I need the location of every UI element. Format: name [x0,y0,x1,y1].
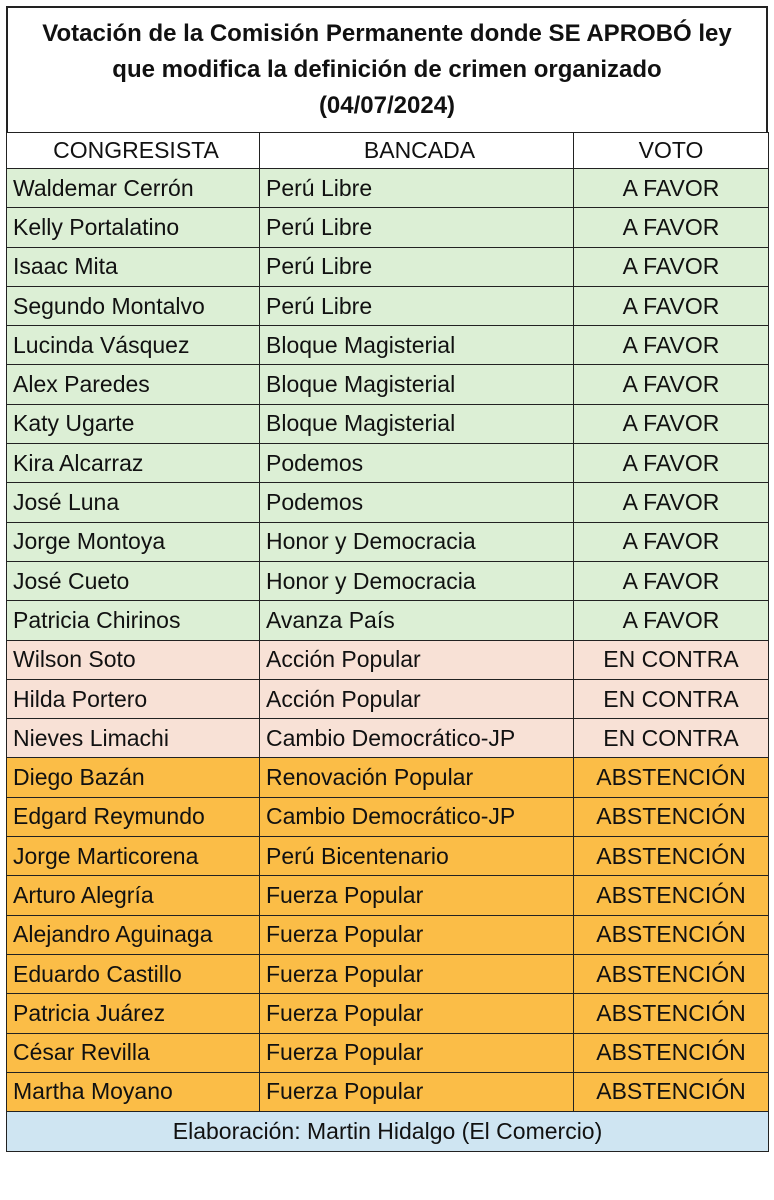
cell-bancada[interactable]: Honor y Democracia [260,561,574,600]
table-row [7,404,769,443]
cell-bancada[interactable]: Avanza País [260,601,574,640]
cell-congresista[interactable]: Arturo Alegría [7,876,260,915]
cell-congresista[interactable]: Jorge Montoya [7,522,260,561]
cell-congresista[interactable]: Katy Ugarte [7,404,260,443]
footer-row [7,1112,769,1152]
cell-bancada[interactable]: Cambio Democrático-JP [260,797,574,836]
table-row [7,719,769,758]
cell-congresista[interactable]: Patricia Juárez [7,994,260,1033]
cell-voto[interactable]: A FAVOR [574,561,769,600]
table-row [7,954,769,993]
cell-voto[interactable]: A FAVOR [574,483,769,522]
cell-congresista[interactable]: César Revilla [7,1033,260,1072]
cell-voto[interactable]: A FAVOR [574,247,769,286]
cell-congresista[interactable]: José Cueto [7,561,260,600]
table-row [7,326,769,365]
cell-voto[interactable]: ABSTENCIÓN [574,1033,769,1072]
cell-bancada[interactable]: Bloque Magisterial [260,404,574,443]
title-line-3: (04/07/2024) [318,92,456,119]
header-congresista[interactable]: CONGRESISTA [7,133,260,169]
cell-bancada[interactable]: Fuerza Popular [260,954,574,993]
cell-congresista[interactable]: Nieves Limachi [7,719,260,758]
cell-congresista[interactable]: Jorge Marticorena [7,837,260,876]
cell-congresista[interactable]: Alex Paredes [7,365,260,404]
table-row [7,876,769,915]
cell-bancada[interactable]: Fuerza Popular [260,994,574,1033]
cell-voto[interactable]: A FAVOR [574,365,769,404]
table-row [7,247,769,286]
cell-bancada[interactable]: Perú Bicentenario [260,837,574,876]
cell-congresista[interactable]: Eduardo Castillo [7,954,260,993]
title-line-2: que modifica la definición de crimen organizado [112,56,662,83]
cell-voto[interactable]: A FAVOR [574,286,769,325]
vote-rows [7,169,769,1112]
table-row [7,444,769,483]
cell-congresista[interactable]: Wilson Soto [7,640,260,679]
cell-voto[interactable]: A FAVOR [574,169,769,208]
cell-voto[interactable]: ABSTENCIÓN [574,876,769,915]
credit-footer[interactable]: Elaboración: Martin Hidalgo (El Comercio) [7,1112,769,1152]
table-row [7,208,769,247]
cell-voto[interactable]: A FAVOR [574,444,769,483]
table-row [7,483,769,522]
table-row [7,169,769,208]
cell-voto[interactable]: EN CONTRA [574,679,769,718]
cell-bancada[interactable]: Fuerza Popular [260,876,574,915]
cell-bancada[interactable]: Acción Popular [260,679,574,718]
cell-congresista[interactable]: Isaac Mita [7,247,260,286]
cell-bancada[interactable]: Podemos [260,444,574,483]
cell-congresista[interactable]: Diego Bazán [7,758,260,797]
table-row [7,1033,769,1072]
sheet-title [6,6,768,132]
header-voto[interactable]: VOTO [574,133,769,169]
title-line-1: Votación de la Comisión Permanente donde SE APROBÓ ley [42,20,732,47]
cell-bancada[interactable]: Honor y Democracia [260,522,574,561]
cell-bancada[interactable]: Renovación Popular [260,758,574,797]
cell-congresista[interactable]: Martha Moyano [7,1072,260,1111]
cell-voto[interactable]: A FAVOR [574,522,769,561]
cell-congresista[interactable]: Patricia Chirinos [7,601,260,640]
cell-bancada[interactable]: Fuerza Popular [260,1033,574,1072]
header-row [7,133,769,169]
cell-voto[interactable]: ABSTENCIÓN [574,1072,769,1111]
cell-congresista[interactable]: Segundo Montalvo [7,286,260,325]
cell-voto[interactable]: A FAVOR [574,208,769,247]
cell-voto[interactable]: EN CONTRA [574,640,769,679]
cell-bancada[interactable]: Bloque Magisterial [260,365,574,404]
cell-voto[interactable]: ABSTENCIÓN [574,837,769,876]
cell-voto[interactable]: A FAVOR [574,601,769,640]
vote-sheet [6,6,768,1152]
table-row [7,286,769,325]
cell-bancada[interactable]: Perú Libre [260,286,574,325]
cell-bancada[interactable]: Perú Libre [260,208,574,247]
table-row [7,601,769,640]
cell-voto[interactable]: ABSTENCIÓN [574,758,769,797]
cell-bancada[interactable]: Fuerza Popular [260,1072,574,1111]
cell-bancada[interactable]: Bloque Magisterial [260,326,574,365]
cell-voto[interactable]: ABSTENCIÓN [574,994,769,1033]
cell-congresista[interactable]: Kira Alcarraz [7,444,260,483]
table-row [7,797,769,836]
cell-congresista[interactable]: José Luna [7,483,260,522]
cell-bancada[interactable]: Fuerza Popular [260,915,574,954]
cell-voto[interactable]: ABSTENCIÓN [574,915,769,954]
table-row [7,994,769,1033]
cell-congresista[interactable]: Waldemar Cerrón [7,169,260,208]
table-row [7,365,769,404]
cell-congresista[interactable]: Alejandro Aguinaga [7,915,260,954]
table-row [7,640,769,679]
cell-bancada[interactable]: Podemos [260,483,574,522]
cell-congresista[interactable]: Edgard Reymundo [7,797,260,836]
table-row [7,522,769,561]
header-bancada[interactable]: BANCADA [260,133,574,169]
cell-voto[interactable]: A FAVOR [574,326,769,365]
cell-bancada[interactable]: Perú Libre [260,247,574,286]
table-row [7,561,769,600]
cell-voto[interactable]: ABSTENCIÓN [574,954,769,993]
table-row [7,758,769,797]
cell-congresista[interactable]: Kelly Portalatino [7,208,260,247]
cell-bancada[interactable]: Acción Popular [260,640,574,679]
cell-voto[interactable]: ABSTENCIÓN [574,797,769,836]
cell-voto[interactable]: A FAVOR [574,404,769,443]
table-row [7,915,769,954]
table-row [7,679,769,718]
cell-bancada[interactable]: Perú Libre [260,169,574,208]
cell-congresista[interactable]: Hilda Portero [7,679,260,718]
cell-bancada[interactable]: Cambio Democrático-JP [260,719,574,758]
vote-table [6,132,769,1152]
table-row [7,1072,769,1111]
cell-voto[interactable]: EN CONTRA [574,719,769,758]
cell-congresista[interactable]: Lucinda Vásquez [7,326,260,365]
table-row [7,837,769,876]
